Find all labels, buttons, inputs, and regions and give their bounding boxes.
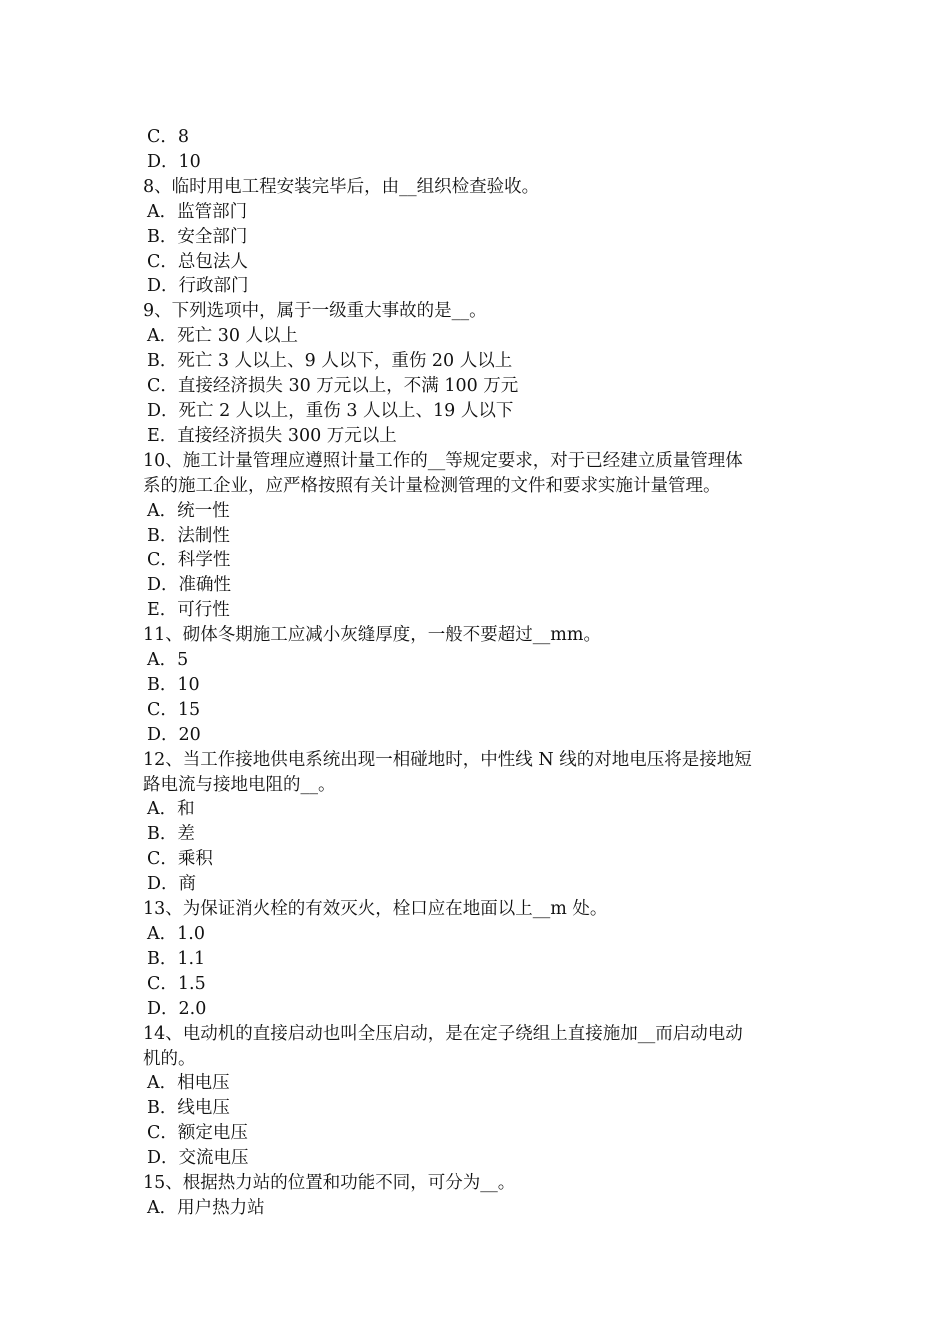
- answer-option: B．差: [147, 824, 195, 845]
- answer-option: B．死亡 3 人以上、9 人以下，重伤 20 人以上: [147, 351, 513, 372]
- answer-option: B．10: [147, 674, 200, 695]
- answer-option: E．直接经济损失 300 万元以上: [147, 425, 397, 446]
- answer-option: C．15: [147, 699, 201, 720]
- answer-option: B．安全部门: [147, 226, 248, 247]
- answer-option: D．准确性: [147, 575, 232, 596]
- answer-option: C．8: [147, 127, 190, 147]
- question-text: 系的施工企业，应严格按照有关计量检测管理的文件和要求实施计量管理。: [143, 475, 721, 496]
- question-text: 10、施工计量管理应遵照计量工作的__等规定要求，对于已经建立质量管理体: [143, 450, 743, 471]
- answer-option: D．交流电压: [147, 1148, 249, 1169]
- answer-option: D．商: [147, 874, 197, 895]
- answer-option: A．5: [147, 650, 189, 671]
- answer-option: B．线电压: [147, 1098, 230, 1119]
- question-text: 9、下列选项中，属于一级重大事故的是__。: [143, 301, 487, 322]
- answer-option: D．20: [147, 724, 201, 745]
- answer-option: B．法制性: [147, 525, 230, 546]
- question-text: 11、砌体冬期施工应减小灰缝厚度，一般不要超过__mm。: [143, 625, 601, 646]
- answer-option: D．2.0: [147, 998, 207, 1019]
- answer-option: A．相电压: [147, 1073, 230, 1094]
- question-text: 13、为保证消火栓的有效灭火，栓口应在地面以上__m 处。: [143, 899, 608, 920]
- answer-option: A．1.0: [147, 924, 205, 944]
- answer-option: A．统一性: [147, 500, 230, 521]
- question-text: 12、当工作接地供电系统出现一相碰地时，中性线 N 线的对地电压将是接地短: [143, 749, 752, 770]
- answer-option: B．1.1: [147, 948, 206, 969]
- answer-option: C．科学性: [147, 550, 231, 571]
- answer-option: D．行政部门: [147, 276, 249, 297]
- answer-option: A．监管部门: [147, 201, 248, 222]
- answer-option: A．用户热力站: [147, 1197, 265, 1218]
- exam-text-body: [143, 125, 815, 1221]
- question-text: 15、根据热力站的位置和功能不同，可分为__。: [143, 1173, 516, 1194]
- question-text: 路电流与接地电阻的__。: [143, 774, 336, 795]
- question-text: 14、电动机的直接启动也叫全压启动，是在定子绕组上直接施加__而启动电动: [143, 1023, 743, 1044]
- question-text: 机的。: [143, 1048, 196, 1069]
- answer-option: C．直接经济损失 30 万元以上，不满 100 万元: [147, 376, 519, 397]
- question-text: 8、临时用电工程安装完毕后，由__组织检查验收。: [143, 176, 540, 197]
- answer-option: C．额定电压: [147, 1123, 248, 1144]
- answer-option: C．总包法人: [147, 251, 248, 272]
- answer-option: D．死亡 2 人以上，重伤 3 人以上、19 人以下: [147, 400, 514, 421]
- answer-option: A．死亡 30 人以上: [147, 326, 299, 347]
- answer-option: E．可行性: [147, 600, 230, 621]
- answer-option: D．10: [147, 151, 201, 172]
- answer-option: C．乘积: [147, 849, 213, 870]
- answer-option: C．1.5: [147, 973, 206, 994]
- answer-option: A．和: [147, 799, 195, 820]
